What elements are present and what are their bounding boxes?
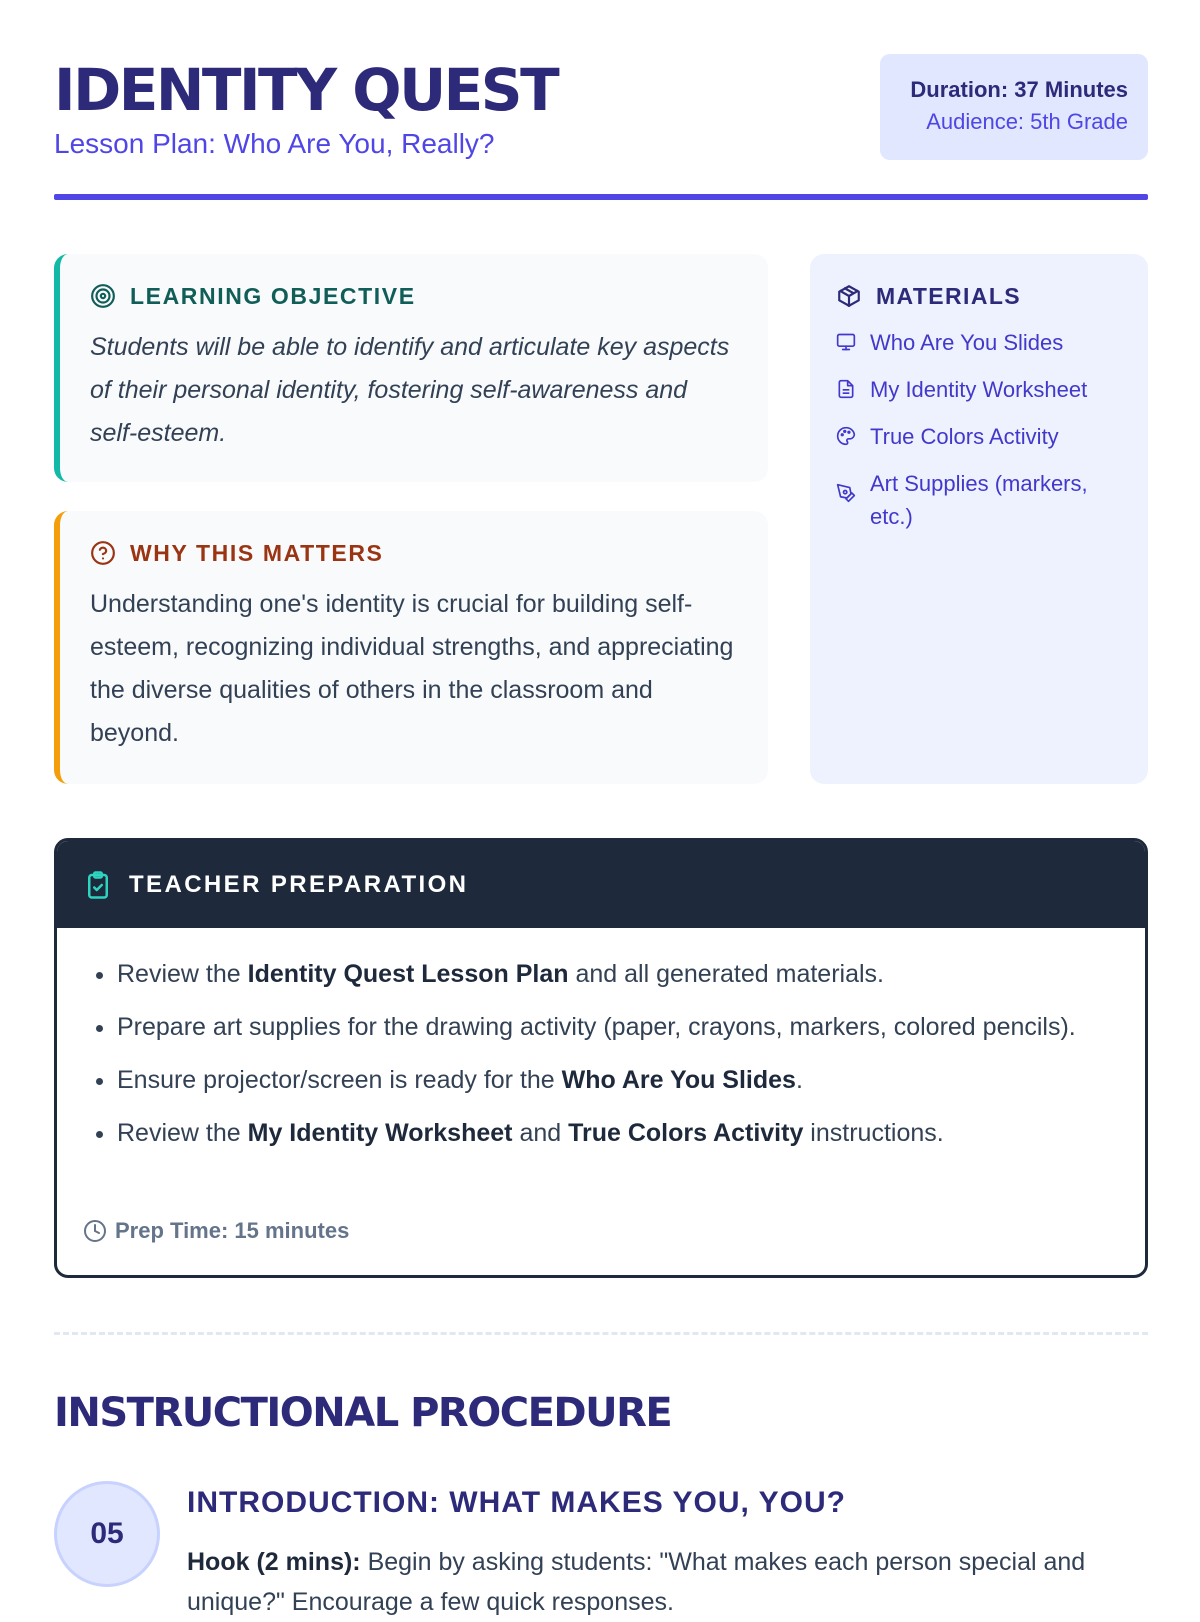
prep-item: • Review the My Identity Worksheet and True Colors Activity instructions.: [117, 1113, 1105, 1153]
prep-time-label: Prep Time: 15 minutes: [115, 1218, 350, 1243]
why-this-matters-text: Understanding one's identity is crucial for building self-esteem, recognizing individual strengths, and appreciating the diverse qualities of others in the classroom and beyond.: [90, 590, 734, 747]
learning-objective-text: Students will be able to identify and articulate key aspects of their personal identity, fostering self-awareness and self-esteem.: [90, 333, 730, 447]
page-title: IDENTITY QUEST: [54, 56, 558, 124]
material-item-art-supplies[interactable]: [836, 467, 1122, 533]
prep-item: • Prepare art supplies for the drawing activity (paper, crayons, markers, colored pencils).: [117, 1007, 1105, 1047]
prep-item: • Ensure projector/screen is ready for the Who Are You Slides.: [117, 1060, 1105, 1100]
audience-label: Audience: 5th Grade: [926, 109, 1128, 134]
pen-tool-icon: [836, 483, 856, 503]
clock-icon: [83, 1219, 107, 1243]
teacher-preparation-card: [54, 838, 1148, 1278]
material-item-activity[interactable]: [836, 420, 1122, 453]
header-divider: [54, 194, 1148, 200]
help-circle-icon: [90, 540, 116, 566]
page-subtitle: Lesson Plan: Who Are You, Really?: [54, 128, 495, 159]
duration-label: Duration: 37 Minutes: [910, 77, 1128, 102]
palette-icon: [836, 426, 856, 446]
clipboard-check-icon: [83, 870, 113, 900]
material-item-slides[interactable]: [836, 326, 1122, 359]
step-number-badge: 05: [54, 1481, 160, 1587]
file-icon: [836, 379, 856, 399]
step-title: INTRODUCTION: WHAT MAKES YOU, YOU?: [187, 1486, 846, 1519]
teacher-preparation-title: TEACHER PREPARATION: [129, 870, 469, 898]
prep-time: [83, 1218, 349, 1244]
learning-objective-card: [54, 254, 768, 482]
why-this-matters-title: WHY THIS MATTERS: [130, 539, 384, 566]
materials-title: MATERIALS: [876, 282, 1022, 309]
step-body: Hook (2 mins): Begin by asking students: "What makes each person special and unique?" Encourage a few quick responses.: [187, 1548, 1086, 1616]
procedure-title: INSTRUCTIONAL PROCEDURE: [54, 1390, 672, 1436]
preparation-list: [57, 954, 1145, 1153]
material-label: My Identity Worksheet: [870, 377, 1088, 402]
materials-list: [836, 326, 1122, 533]
monitor-icon: [836, 332, 856, 352]
prep-item: • Review the Identity Quest Lesson Plan and all generated materials.: [117, 954, 1105, 994]
materials-card: [810, 254, 1148, 784]
target-icon: [90, 283, 116, 309]
package-icon: [836, 283, 862, 309]
section-divider: [54, 1332, 1148, 1335]
learning-objective-title: LEARNING OBJECTIVE: [130, 282, 416, 309]
why-this-matters-card: [54, 511, 768, 784]
material-label: Art Supplies (markers, etc.): [870, 471, 1088, 529]
header: [54, 54, 1148, 200]
material-label: True Colors Activity: [870, 424, 1059, 449]
teacher-preparation-header: [57, 841, 1145, 928]
material-item-worksheet[interactable]: [836, 373, 1122, 406]
lesson-meta-box: [880, 54, 1148, 160]
material-label: Who Are You Slides: [870, 330, 1064, 355]
